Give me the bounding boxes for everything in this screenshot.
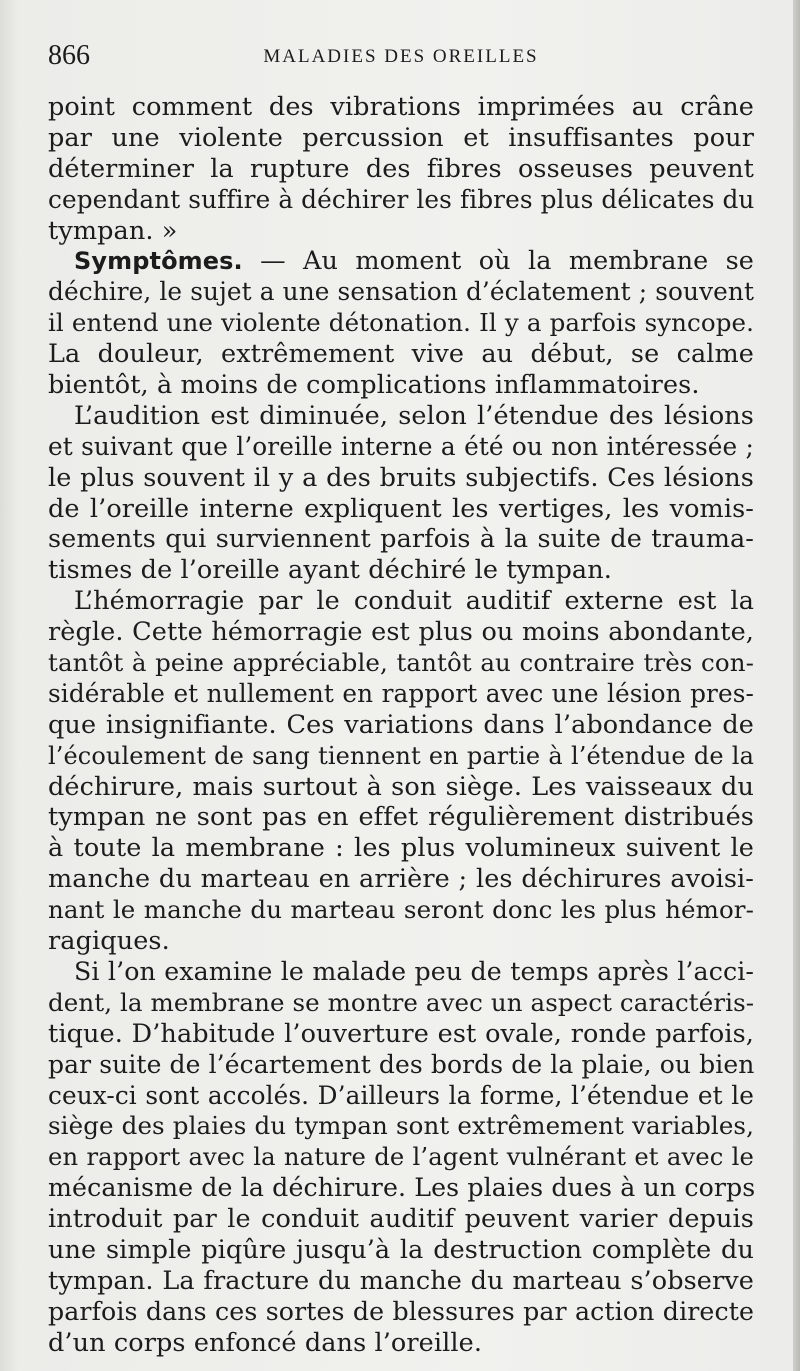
page-gutter-shadow xyxy=(793,0,800,1371)
text-line: par une violente percussion et insuffisantes pour xyxy=(48,122,754,153)
page-header xyxy=(48,40,754,80)
text-line: manche du marteau en arrière ; les déchirures avoisi- xyxy=(48,864,754,895)
text-fragment: — Au moment où la membrane se xyxy=(260,246,754,277)
text-line: d’un corps enfoncé dans l’oreille. xyxy=(48,1327,483,1358)
text-line: tismes de l’oreille ayant déchiré le tympan. xyxy=(48,555,612,586)
running-title: MALADIES DES OREILLES xyxy=(263,46,539,67)
text-line: Si l’on examine le malade peu de temps après l’acci- xyxy=(74,956,754,986)
text-line: L’hémorragie par le conduit auditif externe est la xyxy=(74,586,754,617)
text-line: ceux-ci sont accolés. D’ailleurs la forme, l’étendue et le xyxy=(48,1080,754,1110)
text-line: il entend une violente détonation. Il y a parfois syncope. xyxy=(48,308,754,338)
text-line: tympan ne sont pas en effet régulièrement distribués xyxy=(48,802,754,833)
body-text xyxy=(48,92,754,1359)
text-line: l’écoulement de sang tiennent en partie à l’étendue de la xyxy=(48,741,754,770)
text-line: tique. D’habitude l’ouverture est ovale, ronde parfois, xyxy=(48,1018,754,1049)
text-line: en rapport avec la nature de l’agent vulnérant et avec le xyxy=(48,1142,754,1172)
text-line: siège des plaies du tympan sont extrêmement variables, xyxy=(48,1111,754,1141)
text-line: une simple piqûre jusqu’à la destruction complète du xyxy=(48,1234,754,1265)
text-line: tympan. La fracture du manche du marteau s’observe xyxy=(48,1265,754,1296)
text-line: déchire, le sujet a une sensation d’éclatement ; souvent xyxy=(48,277,754,307)
text-line: L’audition est diminuée, selon l’étendue des lésions xyxy=(74,400,754,431)
text-line: déterminer la rupture des fibres osseuses peuvent xyxy=(48,153,754,184)
text-line: règle. Cette hémorragie est plus ou moins abondante, xyxy=(48,617,754,648)
text-line: point comment des vibrations imprimées au crâne xyxy=(48,92,754,122)
text-line: introduit par le conduit auditif peuvent varier depuis xyxy=(48,1204,754,1235)
text-line: bientôt, à moins de complications inflammatoires. xyxy=(48,370,700,401)
text-line: sidérable et nullement en rapport avec une lésion pres- xyxy=(48,678,754,708)
text-line: par suite de l’écartement des bords de la plaie, ou bien xyxy=(48,1049,755,1079)
text-line: à toute la membrane : les plus volumineux suivent le xyxy=(48,833,754,864)
text-line: tantôt à peine appréciable, tantôt au contraire très con- xyxy=(48,648,754,678)
text-line: sements qui surviennent parfois à la suite de trauma- xyxy=(48,524,754,555)
text-line: mécanisme de la déchirure. Les plaies dues à un corps xyxy=(48,1173,756,1203)
text-line: La douleur, extrêmement vive au début, se calme xyxy=(48,339,754,370)
page-number: 866 xyxy=(48,40,90,71)
text-line: tympan. » xyxy=(48,215,178,246)
text-line: que insignifiante. Ces variations dans l’abondance de xyxy=(48,709,754,740)
text-line: le plus souvent il y a des bruits subjectifs. Ces lésions xyxy=(48,462,754,493)
text-line: nant le manche du marteau seront donc les plus hémor- xyxy=(48,895,754,925)
section-heading-line xyxy=(48,246,754,277)
text-line: cependant suffire à déchirer les fibres plus délicates du xyxy=(48,184,755,214)
text-line: et suivant que l’oreille interne a été ou non intéressée ; xyxy=(48,431,754,461)
text-line: parfois dans ces sortes de blessures par action directe xyxy=(48,1296,754,1326)
section-heading: Symptômes. xyxy=(74,247,243,276)
text-line: dent, la membrane se montre avec un aspect caractéris- xyxy=(48,987,755,1017)
text-line: déchirure, mais surtout à son siège. Les vaisseaux du xyxy=(48,771,754,802)
text-line: de l’oreille interne expliquent les vertiges, les vomis- xyxy=(48,493,754,524)
text-line: ragiques. xyxy=(48,926,170,957)
